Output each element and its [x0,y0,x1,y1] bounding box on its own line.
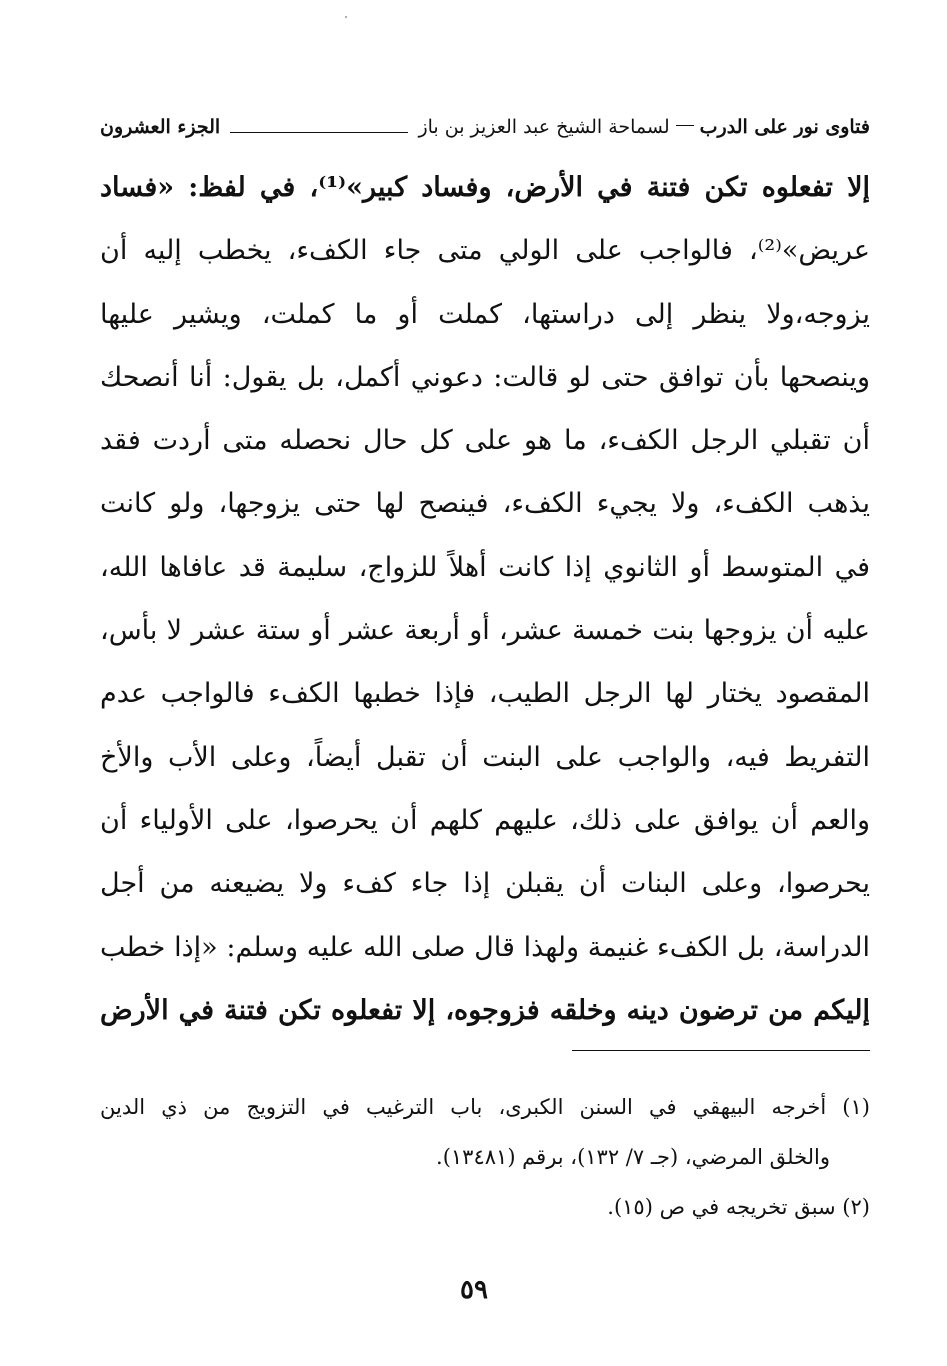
header-dash [676,125,694,126]
page-number: ٥٩ [460,1275,488,1305]
text-line: التفريط فيه، والواجب على البنت أن تقبل أيضاً، وعلى الأب والأخ [100,741,870,773]
text-line: إليكم من ترضون دينه وخلقه فزوجوه، إلا تفعلوه تكن فتنة في الأرض [100,994,870,1026]
text-line: إلا تفعلوه تكن فتنة في الأرض، وفساد كبير»⁽¹⁾، في لفظ: «فساد [100,172,870,203]
text-line: أن تقبلي الرجل الكفء، ما هو على كل حال نحصله متى أردت فقد [100,425,870,457]
book-title: فتاوى نور على الدرب [699,116,870,138]
text-line: الدراسة، بل الكفء غنيمة ولهذا قال صلى الله عليه وسلم: «إذا خطب [100,931,870,963]
running-header [100,110,870,144]
main-text [100,156,870,1042]
footnote-separator [572,1050,870,1051]
part-label: الجزء العشرون [100,116,221,138]
footnote-1: (١) أخرجه البيهقي في السنن الكبرى، باب الترغيب في التزويج من ذي الدين [100,1095,870,1119]
text-line: يذهب الكفء، ولا يجيء الكفء، فينصح لها حتى يزوجها، ولو كانت [100,488,870,520]
footnotes [100,1082,870,1232]
footnote-1-continued: والخلق المرضي، (جـ ٧/ ١٣٢)، برقم (١٣٤٨١). [436,1145,830,1169]
text-line: المقصود يختار لها الرجل الطيب، فإذا خطبها الكفء فالواجب عدم [100,678,870,710]
text-line: والعم أن يوافق على ذلك، عليهم كلهم أن يحرصوا، على الأولياء أن [100,804,870,836]
footnote-2: (٢) سبق تخريجه في ص (١٥). [607,1195,870,1219]
text-line: في المتوسط أو الثانوي إذا كانت أهلاً للزواج، سليمة قد عافاها الله، [100,551,870,583]
text-line: عريض»⁽²⁾، فالواجب على الولي متى جاء الكفء، يخطب إليه أن [100,235,870,267]
text-line: يزوجه،ولا ينظر إلى دراستها، كملت أو ما كملت، ويشير عليها [100,298,870,330]
header-rule [230,132,408,133]
text-line: يحرصوا، وعلى البنات أن يقبلن إذا جاء كفء ولا يضيعنه من أجل [100,868,870,900]
book-subtitle: لسماحة الشيخ عبد العزيز بن باز [418,116,670,138]
scan-speck [345,16,347,18]
text-line: وينصحها بأن توافق حتى لو قالت: دعوني أكمل، بل يقول: أنا أنصحك [100,361,870,393]
text-line: عليه أن يزوجها بنت خمسة عشر، أو أربعة عشر أو ستة عشر لا بأس، [100,615,870,647]
